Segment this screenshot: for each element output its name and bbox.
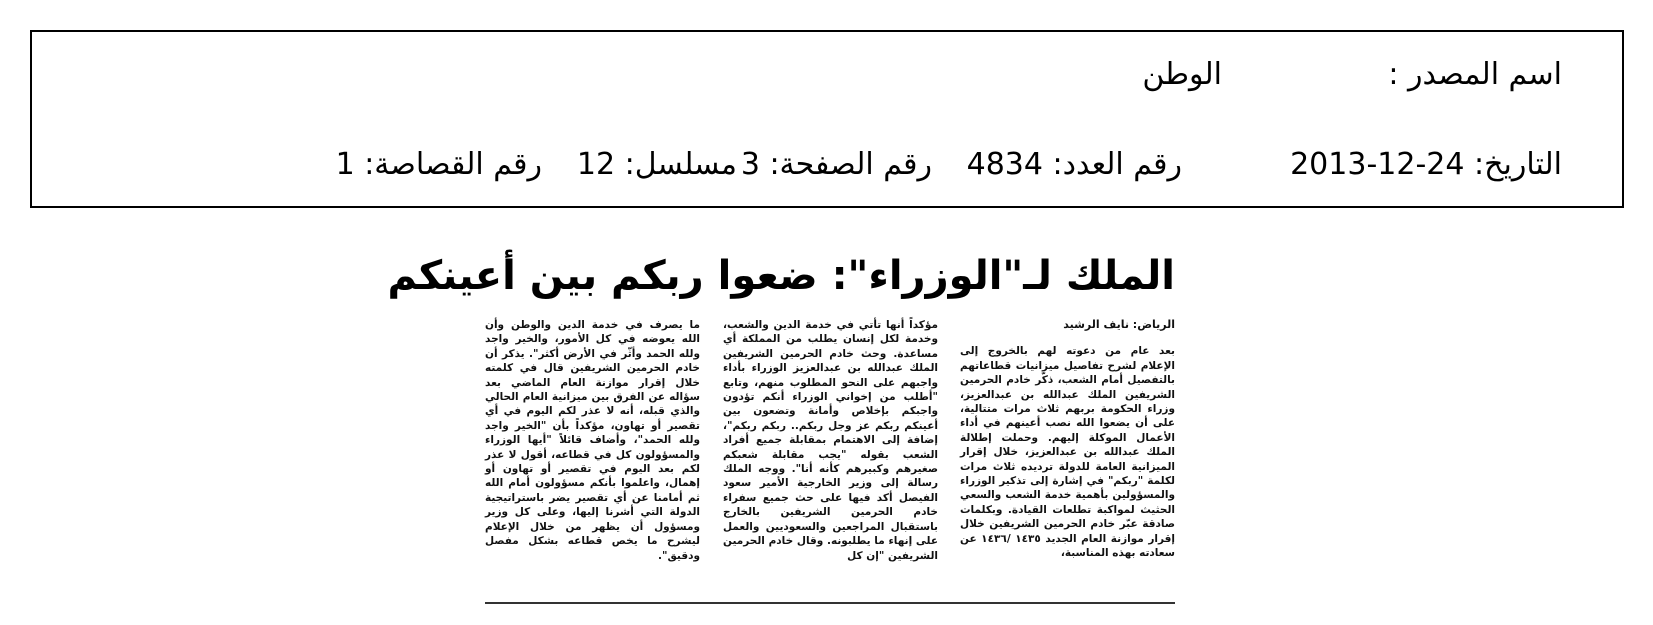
column-3-text: ما يصرف في خدمة الدين والوطن وأن الله يعوضه في كل الأمور، والخير واجد ولله الحمد وأثّر في الأرض أكثر". يذكر أن خادم الحرمين الشريفين قال في كلمته خلال إقرار موازنة العام الماضي بعد سؤاله عن الفرق بين ميزانية العام الحالي والذي قبله، أنه لا عذر لكم اليوم في أي تقصير أو تهاون، مؤكداً بأن "الخير واجد ولله الحمد"، وأضاف قائلاً "أيها الوزراء والمسؤولون كل في قطاعه، أقول لا عذر لكم بعد اليوم في تقصير أو تهاون أو إهمال، واعلموا بأنكم مسؤولون أمام الله ثم أمامنا عن أي تقصير يضر باستراتيجية الدولة التي أشرنا إليها، وعلى كل وزير ومسؤول أن يظهر من خلال الإعلام ليشرح ما يخص قطاعه بشكل مفصل ودقيق". [485,319,700,562]
column-2-text: مؤكداً أنها تأتي في خدمة الدين والشعب، وخدمة لكل إنسان يطلب من المملكة أي مساعدة. وحث خادم الحرمين الشريفين الملك عبدالله بن عبدالعزيز الوزراء بأداء واجبهم على النحو المطلوب منهم، وتابع "أطلب من إخواني الوزراء أنكم تؤدون واجبكم بإخلاص وأمانة وتضعون بين أعينكم ربكم عز وجل ربكم.. ربكم ربكم"، إضافة إلى الاهتمام بمقابلة جميع أفراد الشعب بقوله "يجب مقابلة شعبكم صغيرهم وكبيرهم كأنه أنا". ووجه الملك رسالة إلى وزير الخارجية الأمير سعود الفيصل أكد فيها على حث جميع سفراء خادم الحرمين الشريفين بالخارج باستقبال المراجعين والسعوديين والعمل على إنهاء ما يطلبونه. وقال خادم الحرمين الشريفين "إن كل [723,319,938,562]
source-value: الوطن [1142,57,1222,92]
page-number: رقم الصفحة: 3 [740,147,932,182]
article-column-2 [723,318,938,563]
clip-number: رقم القصاصة: 1 [335,147,542,182]
article-column-3 [485,318,700,563]
article-column-1 [960,318,1175,561]
article-byline: الرياض: نايف الرشيد [1063,318,1175,331]
article-headline: الملك لـ"الوزراء": ضعوا ربكم بين أعينكم [387,253,1175,299]
source-info-box [30,30,1624,208]
bottom-rule [485,602,1175,604]
serial-number: مسلسل: 12 [576,147,737,182]
source-label: اسم المصدر : [1388,57,1562,92]
issue-number: رقم العدد: 4834 [966,147,1182,182]
date-field: التاريخ: 24-12-2013 [1290,147,1562,182]
newspaper-clipping [387,230,1175,610]
column-1-text: بعد عام من دعوته لهم بالخروج إلى الإعلام لشرح تفاصيل ميزانيات قطاعاتهم بالتفصيل أمام الشعب، ذكّر خادم الحرمين الشريفين الملك عبدالله بن عبدالعزيز، وزراء الحكومة بربهم ثلاث مرات متتالية، على أن يضعوا الله نصب أعينهم في أداء الأعمال الموكلة إليهم. وحملت إطلالة الملك عبدالله بن عبدالعزيز، خلال إقرار الميزانية العامة للدولة ترديده ثلاث مرات لكلمة "ربكم" في إشارة إلى تذكير الوزراء والمسؤولين بأهمية خدمة الشعب والسعي الحثيث لمواكبة تطلعات القيادة. وبكلمات صادقة عبّر خادم الحرمين الشريفين خلال إقرار موازنة العام الجديد ١٤٣٥ /١٤٣٦ عن سعادته بهذه المناسبة، [960,345,1175,560]
